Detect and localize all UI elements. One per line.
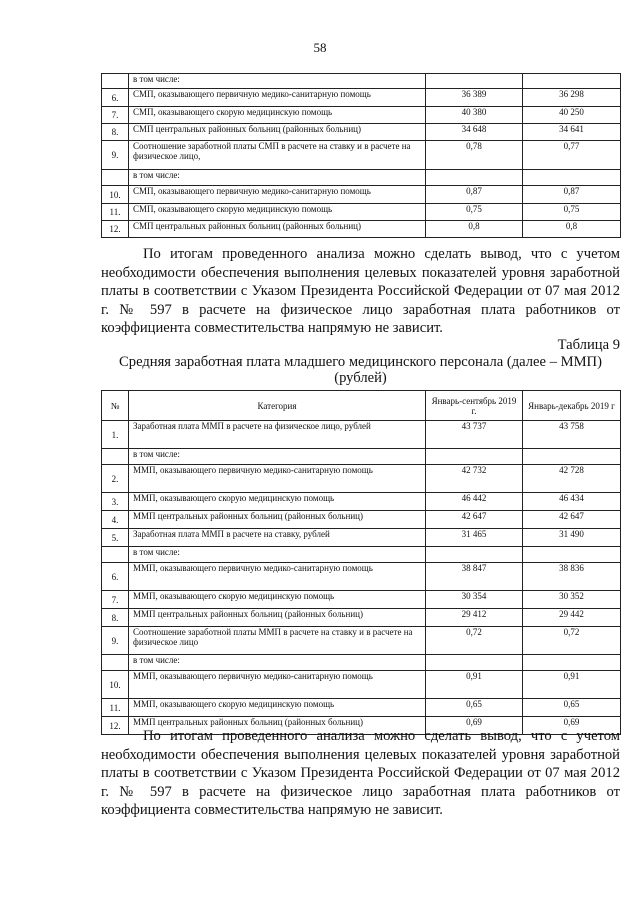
row-value-sep: 0,65 [426,699,523,717]
row-value-dec: 0,87 [523,186,621,204]
row-number: 11. [102,699,129,717]
row-number: 9. [102,141,129,170]
row-value-dec [523,655,621,671]
row-label: СМП центральных районных больниц (районных больниц) [129,124,426,141]
row-label: ММП центральных районных больниц (районных больниц) [129,511,426,529]
row-number: 9. [102,627,129,655]
top-table [101,73,621,238]
header-jan-dec: Январь-декабрь 2019 г [523,391,621,421]
row-number: 12. [102,221,129,238]
row-value-dec: 0,72 [523,627,621,655]
row-value-dec: 46 434 [523,493,621,511]
row-value-sep: 0,8 [426,221,523,238]
paragraph-text: По итогам проведенного анализа можно сделать вывод, что с учетом необходимости обеспечения выполнения целевых показателей уровня заработной платы в соответствии с Указом Президента Российской Федерации от 07 мая 2012 г. № 597 в расчете на физическое лицо заработная плата работников от коэффициента совместительства напрямую не зависит. [101,246,620,337]
row-value-sep [426,655,523,671]
row-value-sep: 30 354 [426,591,523,609]
row-value-sep: 43 737 [426,421,523,449]
row-value-sep: 0,72 [426,627,523,655]
row-label: СМП, оказывающего первичную медико-санитарную помощь [129,186,426,204]
header-number: № [102,391,129,421]
row-value-dec [523,170,621,186]
table-row [102,421,621,449]
row-number [102,655,129,671]
table-row [102,591,621,609]
table-number: Таблица 9 [557,337,620,353]
row-value-sep: 36 389 [426,89,523,107]
table-row [102,204,621,221]
row-value-sep: 38 847 [426,563,523,591]
table-row [102,511,621,529]
row-value-dec: 29 442 [523,609,621,627]
row-label: ММП, оказывающего первичную медико-санитарную помощь [129,671,426,699]
row-value-dec: 0,65 [523,699,621,717]
salary-table [101,390,621,735]
row-number [102,74,129,89]
table-row [102,124,621,141]
table-row [102,170,621,186]
row-label: ММП, оказывающего скорую медицинскую помощь [129,699,426,717]
row-value-dec: 43 758 [523,421,621,449]
row-label: в том числе: [129,449,426,465]
row-label: СМП, оказывающего скорую медицинскую помощь [129,204,426,221]
row-number: 8. [102,124,129,141]
conclusion-paragraph-1 [101,245,620,338]
row-number: 3. [102,493,129,511]
row-label: ММП, оказывающего скорую медицинскую помощь [129,493,426,511]
row-label: ММП, оказывающего скорую медицинскую помощь [129,591,426,609]
row-value-dec [523,547,621,563]
row-value-sep: 29 412 [426,609,523,627]
row-value-sep: 0,78 [426,141,523,170]
row-number: 11. [102,204,129,221]
table-row [102,627,621,655]
table-row [102,671,621,699]
row-value-dec: 31 490 [523,529,621,547]
row-value-sep: 31 465 [426,529,523,547]
table-row [102,449,621,465]
row-number: 6. [102,563,129,591]
table-row [102,563,621,591]
row-value-dec: 30 352 [523,591,621,609]
row-number: 1. [102,421,129,449]
row-value-sep [426,170,523,186]
row-value-dec: 40 250 [523,107,621,124]
header-category: Категория [129,391,426,421]
row-number: 12. [102,717,129,735]
row-value-dec: 36 298 [523,89,621,107]
row-value-dec: 38 836 [523,563,621,591]
row-label: ММП, оказывающего первичную медико-санитарную помощь [129,563,426,591]
row-number: 8. [102,609,129,627]
table-row [102,493,621,511]
row-number: 10. [102,186,129,204]
row-number [102,170,129,186]
row-value-sep: 0,87 [426,186,523,204]
table-row [102,221,621,238]
row-label: Заработная плата ММП в расчете на физическое лицо, рублей [129,421,426,449]
conclusion-paragraph-2 [101,727,620,820]
table-row [102,186,621,204]
table-row [102,141,621,170]
row-value-dec: 0,91 [523,671,621,699]
row-label: Заработная плата ММП в расчете на ставку, рублей [129,529,426,547]
paragraph-text: По итогам проведенного анализа можно сделать вывод, что с учетом необходимости обеспечения выполнения целевых показателей уровня заработной платы в соответствии с Указом Президента Российской Федерации от 07 мая 2012 г. № 597 в расчете на физическое лицо заработная плата работников от коэффициента совместительства напрямую не зависит. [101,728,620,819]
row-value-dec: 0,77 [523,141,621,170]
table-row [102,655,621,671]
row-value-dec: 42 728 [523,465,621,493]
row-number: 4. [102,511,129,529]
row-value-sep [426,449,523,465]
row-label: Соотношение заработной платы ММП в расчете на ставку и в расчете на физическое лицо [129,627,426,655]
row-value-dec [523,74,621,89]
table-title: Средняя заработная плата младшего медицинского персонала (далее – ММП) (рублей) [119,354,602,386]
row-value-sep: 0,91 [426,671,523,699]
row-label: Соотношение заработной платы СМП в расчете на ставку и в расчете на физическое лицо, [129,141,426,170]
row-value-sep: 42 647 [426,511,523,529]
row-label: ММП центральных районных больниц (районных больниц) [129,609,426,627]
table-row [102,699,621,717]
row-value-dec: 0,8 [523,221,621,238]
row-label: ММП центральных районных больниц (районных больниц) [129,717,426,735]
row-number: 7. [102,107,129,124]
row-number: 7. [102,591,129,609]
row-value-sep: 34 648 [426,124,523,141]
table-header-row [102,391,621,421]
table-row [102,547,621,563]
row-number [102,449,129,465]
row-value-dec: 0,75 [523,204,621,221]
row-label: СМП, оказывающего скорую медицинскую помощь [129,107,426,124]
row-value-dec [523,449,621,465]
table-row [102,465,621,493]
table-row [102,529,621,547]
row-value-sep [426,547,523,563]
row-label: ММП, оказывающего первичную медико-санитарную помощь [129,465,426,493]
row-value-dec: 34 641 [523,124,621,141]
row-number: 10. [102,671,129,699]
table-row [102,89,621,107]
row-label: в том числе: [129,74,426,89]
page-number: 58 [313,40,327,55]
row-number: 5. [102,529,129,547]
row-value-sep: 42 732 [426,465,523,493]
row-label: СМП, оказывающего первичную медико-санитарную помощь [129,89,426,107]
row-value-dec: 42 647 [523,511,621,529]
row-number: 6. [102,89,129,107]
row-value-dec: 0,69 [523,717,621,735]
row-label: СМП центральных районных больниц (районных больниц) [129,221,426,238]
row-number [102,547,129,563]
row-label: в том числе: [129,547,426,563]
row-value-sep: 0,69 [426,717,523,735]
header-jan-sep: Январь-сентябрь 2019 г. [426,391,523,421]
row-label: в том числе: [129,655,426,671]
table-row [102,74,621,89]
row-label: в том числе: [129,170,426,186]
row-value-sep: 40 380 [426,107,523,124]
row-value-sep: 46 442 [426,493,523,511]
row-value-sep [426,74,523,89]
row-value-sep: 0,75 [426,204,523,221]
table-row [102,107,621,124]
row-number: 2. [102,465,129,493]
table-row [102,609,621,627]
